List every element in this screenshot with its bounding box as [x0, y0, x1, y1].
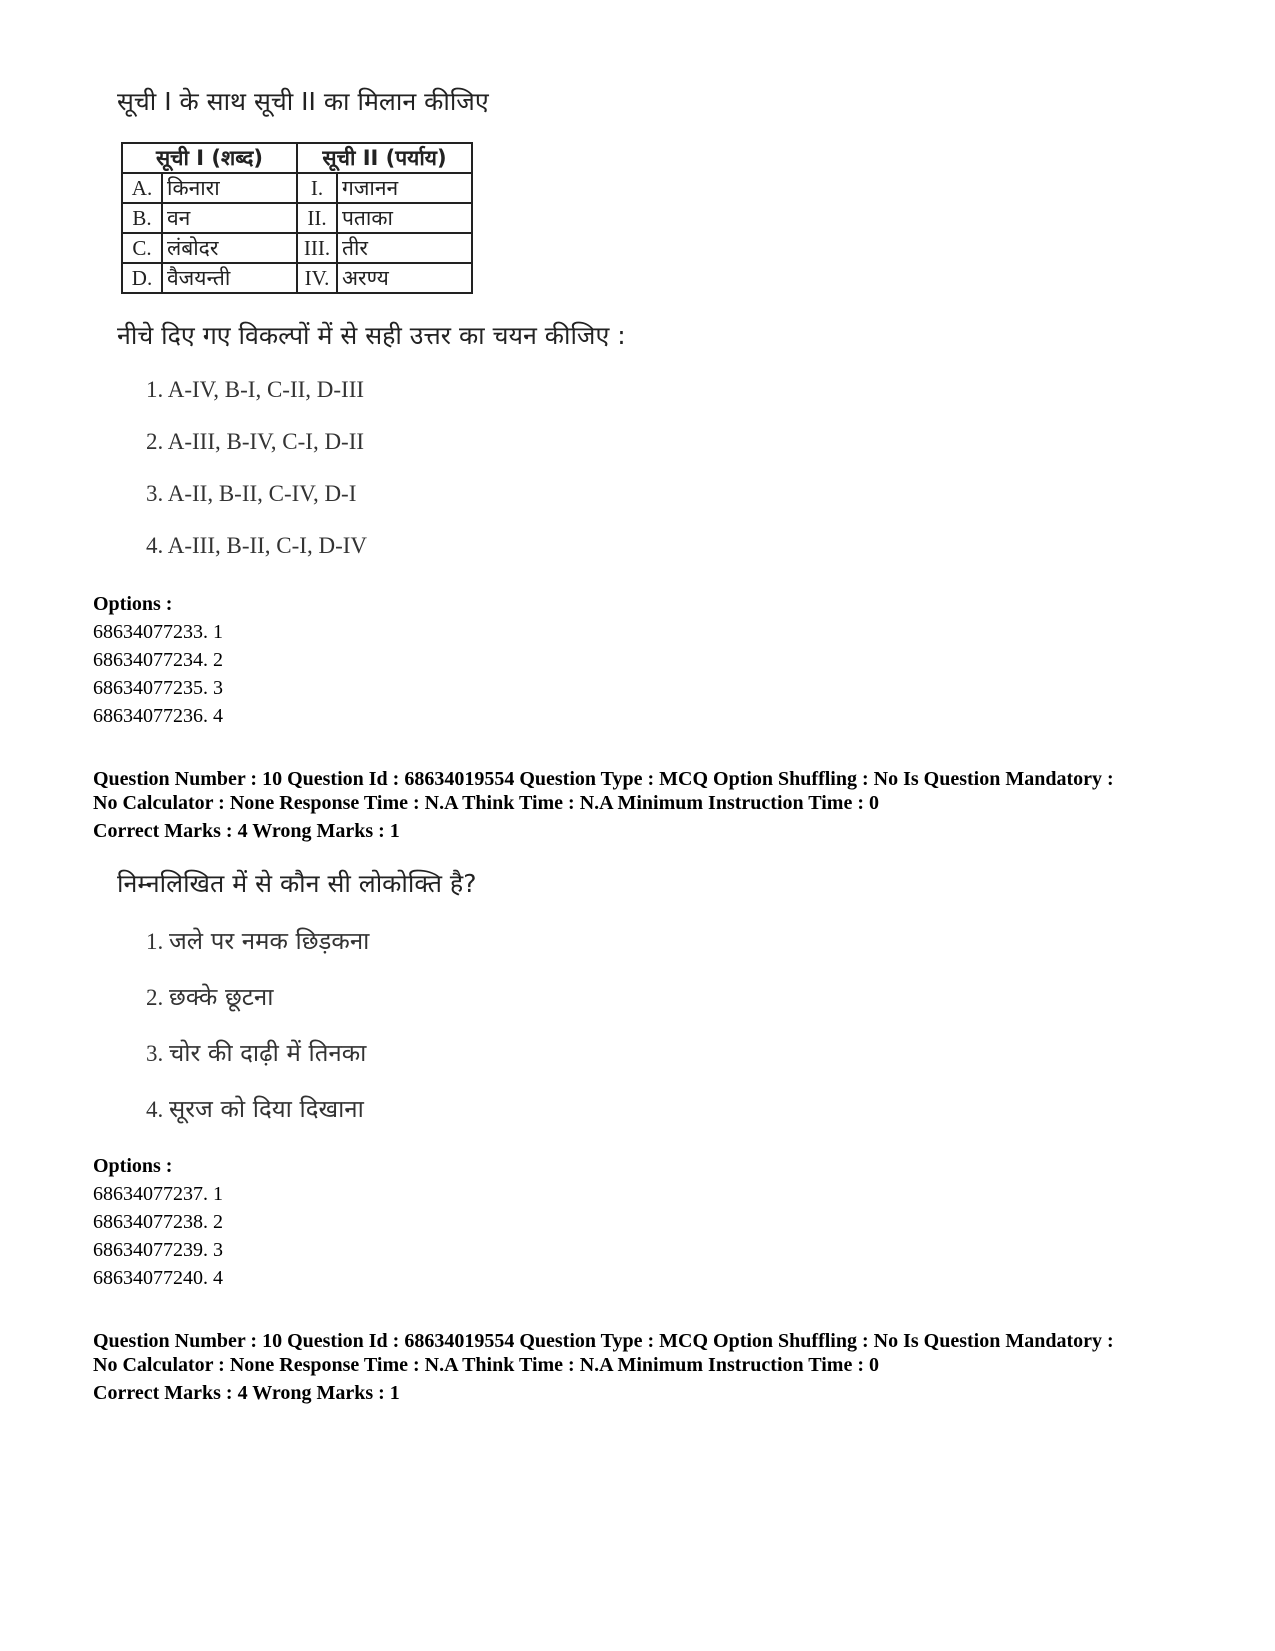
list1-key: D.: [122, 263, 162, 293]
option-id-line: 68634077239. 3: [93, 1239, 223, 1261]
choose-prompt: नीचे दिए गए विकल्पों में से सही उत्तर का चयन कीजिए :: [117, 321, 626, 350]
marks-line: Correct Marks : 4 Wrong Marks : 1: [93, 1382, 400, 1404]
choice-text: जले पर नमक छिड़कना: [169, 927, 370, 955]
option-id-line: 68634077235. 3: [93, 677, 223, 699]
answer-choice-3: [146, 1036, 366, 1069]
list2-synonym: तीर: [337, 233, 472, 263]
answer-choice-2: [146, 980, 273, 1013]
choice-text: सूरज को दिया दिखाना: [169, 1095, 364, 1123]
question-meta-line: Question Number : 10 Question Id : 68634019554 Question Type : MCQ Option Shuffling : No Is Question Mandatory :: [93, 1330, 1114, 1352]
list1-key: B.: [122, 203, 162, 233]
answer-choice-2: 2. A-III, B-IV, C-I, D-II: [146, 429, 365, 454]
list2-synonym: पताका: [337, 203, 472, 233]
answer-choice-1: 1. A-IV, B-I, C-II, D-III: [146, 377, 365, 402]
list2-key: I.: [297, 173, 337, 203]
choice-text: छक्के छूटना: [169, 983, 274, 1011]
question-meta-line: No Calculator : None Response Time : N.A Think Time : N.A Minimum Instruction Time : 0: [93, 1354, 879, 1376]
question-prompt: निम्नलिखित में से कौन सी लोकोक्ति है?: [117, 869, 477, 898]
list1-key: A.: [122, 173, 162, 203]
answer-choice-4: [146, 1092, 364, 1125]
answer-choice-1: [146, 924, 369, 957]
match-table-header-row: [122, 143, 472, 173]
match-instruction: सूची I के साथ सूची II का मिलान कीजिए: [117, 87, 489, 116]
list1-word: वन: [162, 203, 297, 233]
list2-key: III.: [297, 233, 337, 263]
table-row: [122, 233, 472, 263]
table-row: [122, 263, 472, 293]
choice-number: 3.: [146, 1041, 164, 1066]
list1-key: C.: [122, 233, 162, 263]
question-meta-line: Question Number : 10 Question Id : 68634019554 Question Type : MCQ Option Shuffling : No Is Question Mandatory :: [93, 768, 1114, 790]
option-id-line: 68634077233. 1: [93, 621, 223, 643]
table-row: [122, 173, 472, 203]
list2-synonym: अरण्य: [337, 263, 472, 293]
option-id-line: 68634077236. 4: [93, 705, 223, 727]
choice-number: 1.: [146, 929, 164, 954]
choice-text: चोर की दाढ़ी में तिनका: [169, 1039, 367, 1067]
option-id-line: 68634077238. 2: [93, 1211, 223, 1233]
list1-header: सूची I (शब्द): [122, 143, 297, 173]
list2-header: सूची II (पर्याय): [297, 143, 472, 173]
options-label: Options :: [93, 1155, 173, 1177]
table-row: [122, 203, 472, 233]
question-meta: [93, 1329, 1223, 1405]
question-meta: [93, 767, 1223, 843]
list2-key: IV.: [297, 263, 337, 293]
choice-number: 4.: [146, 1097, 164, 1122]
match-table: [121, 142, 473, 294]
option-id-line: 68634077240. 4: [93, 1267, 223, 1289]
list1-word: वैजयन्ती: [162, 263, 297, 293]
answer-choice-3: 3. A-II, B-II, C-IV, D-I: [146, 481, 357, 506]
list1-word: लंबोदर: [162, 233, 297, 263]
choice-number: 2.: [146, 985, 164, 1010]
option-id-line: 68634077237. 1: [93, 1183, 223, 1205]
list2-key: II.: [297, 203, 337, 233]
option-id-line: 68634077234. 2: [93, 649, 223, 671]
list2-synonym: गजानन: [337, 173, 472, 203]
options-label: Options :: [93, 593, 173, 615]
marks-line: Correct Marks : 4 Wrong Marks : 1: [93, 820, 400, 842]
answer-choice-4: 4. A-III, B-II, C-I, D-IV: [146, 533, 367, 558]
list1-word: किनारा: [162, 173, 297, 203]
question-meta-line: No Calculator : None Response Time : N.A Think Time : N.A Minimum Instruction Time : 0: [93, 792, 879, 814]
